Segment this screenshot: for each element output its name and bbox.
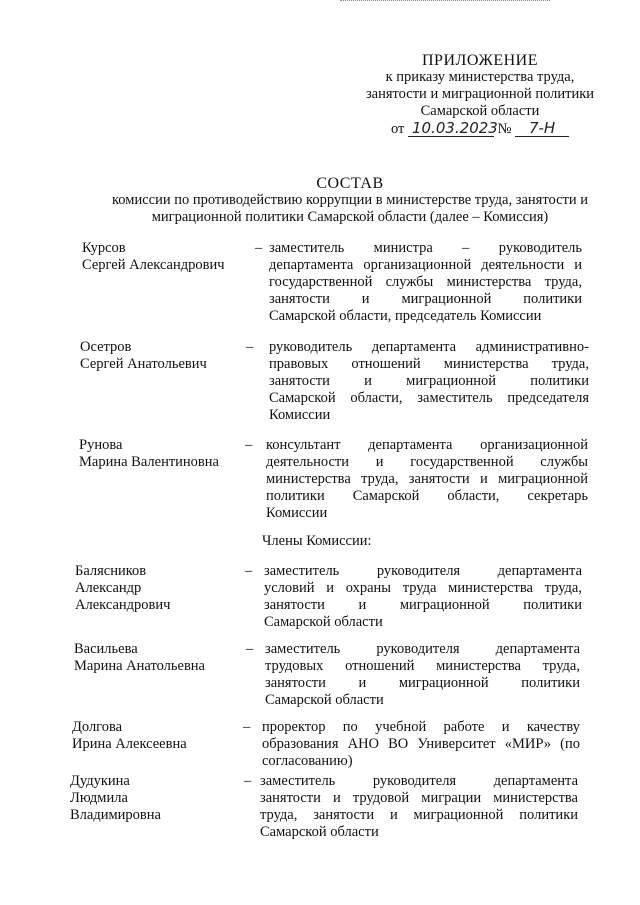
member-name [80, 339, 260, 373]
member-role-line: образования АНО ВО Университет «МИР» (по [262, 736, 580, 752]
member-role [260, 773, 578, 841]
members-title: Члены Комиссии: [262, 533, 372, 549]
member-role-line: деятельности и государственной службы [266, 454, 588, 470]
member-role-line: труда, занятости и миграционной политики [260, 807, 578, 823]
dash-separator: – [245, 563, 253, 579]
member-name-line: Сергей Александрович [82, 257, 225, 273]
from-label: от [390, 121, 405, 137]
member-role-line: Самарской области, председатель Комиссии [269, 308, 542, 324]
member-role [269, 339, 589, 424]
member-role-line: занятости и миграционной политики [264, 597, 582, 613]
member-name [74, 641, 254, 675]
member-name [82, 240, 262, 274]
member-name-line: Осетров [80, 339, 132, 355]
member-role-line: заместитель руководителя департамента [265, 641, 580, 657]
member-name-line: Александрович [75, 597, 171, 613]
member-name-line: Васильева [74, 641, 138, 657]
member-role-line: правовых отношений министерства труда, [269, 356, 589, 372]
member-role-line: Самарской области [260, 824, 379, 840]
handwritten-date: 10.03.2023 [408, 121, 494, 137]
member-name-line: Марина Валентиновна [79, 454, 219, 470]
member-name [70, 773, 250, 824]
member-name-line: Марина Анатольевна [74, 658, 205, 674]
member-role-line: министерства труда, занятости и миграционной [266, 471, 588, 487]
member-name-line: Людмила [70, 790, 128, 806]
member-name-line: Александр [75, 580, 142, 596]
member-role-line: Комиссии [266, 505, 328, 521]
heading-line-1: комиссии по противодействию коррупции в министерстве труда, занятости и [111, 192, 589, 208]
order-date-number [340, 121, 620, 138]
member-role-line: Самарской области [265, 692, 384, 708]
heading-title: СОСТАВ [316, 175, 384, 192]
member-name [79, 437, 259, 471]
member-name-line: Курсов [82, 240, 126, 256]
member-role-line: Самарской области [264, 614, 383, 630]
member-role-line: условий и охраны труда министерства труда, [264, 580, 582, 596]
member-role-line: занятости и миграционной политики [265, 675, 580, 691]
document-heading [60, 175, 640, 226]
member-role-line: заместитель министра – руководитель [269, 240, 582, 256]
member-name [75, 563, 255, 614]
dash-separator: – [244, 773, 252, 789]
member-role-line: заместитель руководителя департамента [260, 773, 578, 789]
member-role-line: проректор по учебной работе и качеству [262, 719, 580, 735]
scan-artifact [340, 0, 550, 4]
member-role-line: руководитель департамента административно- [269, 339, 589, 355]
member-role [269, 240, 582, 325]
member-role-line: согласованию) [262, 753, 353, 769]
dash-separator: – [245, 437, 253, 453]
appendix-title: ПРИЛОЖЕНИЕ [421, 52, 538, 69]
member-name-line: Владимировна [70, 807, 161, 823]
member-role-line: занятости и миграционной политики [269, 373, 589, 389]
member-role [265, 641, 580, 709]
member-role-line: занятости и трудовой миграции министерства [260, 790, 578, 806]
member-name-line: Сергей Анатольевич [80, 356, 207, 372]
appendix-header [340, 52, 620, 138]
member-role [264, 563, 582, 631]
member-name-line: Долгова [72, 719, 123, 735]
member-role-line: заместитель руководителя департамента [264, 563, 582, 579]
dash-separator: – [246, 339, 254, 355]
member-role [262, 719, 580, 770]
dash-separator: – [246, 641, 254, 657]
member-name-line: Рунова [79, 437, 123, 453]
appendix-line-3: Самарской области [420, 103, 540, 119]
heading-line-2: миграционной политики Самарской области (далее – Комиссия) [151, 209, 549, 225]
member-name-line: Дудукина [70, 773, 130, 789]
member-name-line: Ирина Алексеевна [72, 736, 187, 752]
member-role-line: государственной службы министерства труда, [269, 274, 582, 290]
dash-separator: – [255, 240, 263, 256]
appendix-line-2: занятости и миграционной политики [365, 86, 595, 102]
member-name [72, 719, 252, 753]
member-role-line: департамента организационной деятельности и [269, 257, 582, 273]
member-role [266, 437, 588, 522]
member-role-line: трудовых отношений министерства труда, [265, 658, 580, 674]
member-role-line: Комиссии [269, 407, 331, 423]
number-label: № [497, 121, 512, 137]
member-role-line: политики Самарской области, секретарь [266, 488, 588, 504]
handwritten-number: 7-Н [515, 121, 569, 137]
member-name-line: Балясников [75, 563, 147, 579]
dash-separator: – [243, 719, 251, 735]
member-role-line: занятости и миграционной политики [269, 291, 582, 307]
member-role-line: консультант департамента организационной [266, 437, 588, 453]
member-role-line: Самарской области, заместитель председателя [269, 390, 589, 406]
appendix-line-1: к приказу министерства труда, [385, 69, 575, 85]
